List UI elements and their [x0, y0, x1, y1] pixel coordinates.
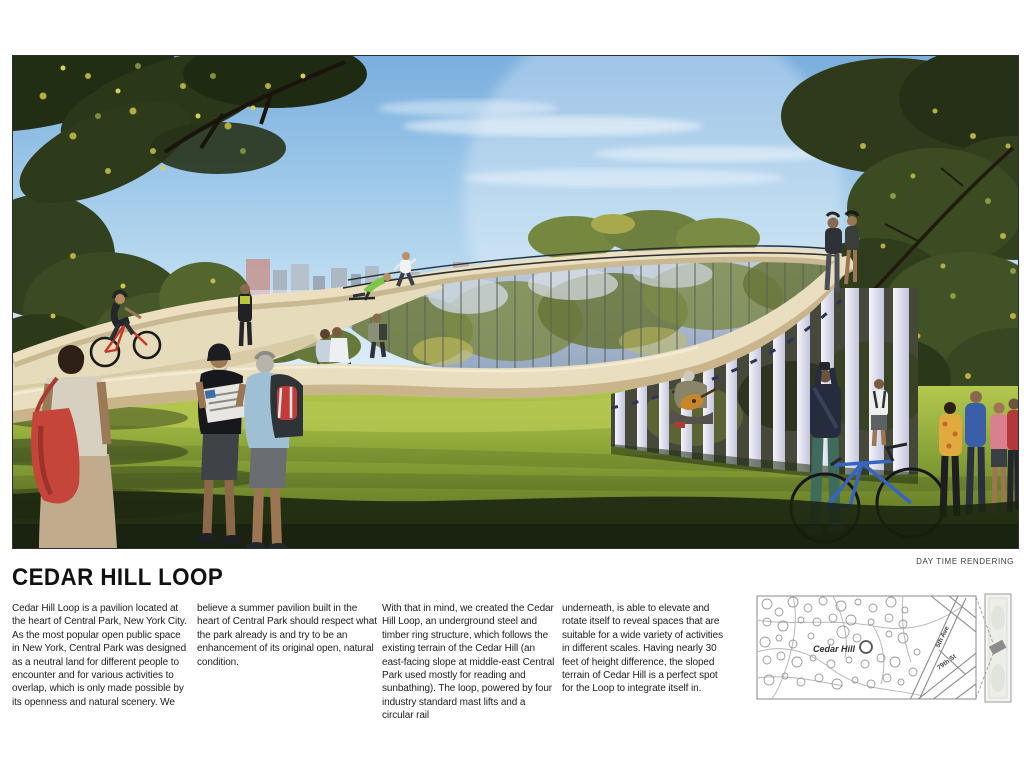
overview-strip — [976, 594, 1011, 702]
body-column-2: believe a summer pavilion built in the heart of Central Park should respect what the park already is and try to be an enhancement of its original open, natural condition. — [197, 603, 377, 668]
body-column-1: Cedar Hill Loop is a pavilion located at the heart of Central Park, New York City. As the most popular open public space in New York, Central Park was designed as a neutral land for different people to encounter and for various activities to overlap, which is only made possible by its openness and natural scenery. We — [12, 603, 187, 708]
render-caption: DAY TIME RENDERING — [916, 557, 1014, 566]
street-label-79th-st: 79th St — [936, 653, 958, 672]
location-map — [753, 592, 1015, 704]
body-column-3: With that in mind, we created the Cedar Hill Loop, an underground steel and timber ring structure, which follows the existing terrain of the Cedar Hill (an east-facing slope at middle-east Central Park used mostly for reading and sunbathing). The loop, powered by four industry standard mast lifts and a circular rail — [382, 603, 555, 722]
map-svg — [753, 592, 1015, 704]
render-image — [12, 55, 1019, 549]
vignette — [13, 524, 1018, 548]
body-column-4: underneath, is able to elevate and rotate itself to reveal spaces that are suitable for a wide variety of activities in different scales. Having nearly 30 feet of height difference, the sloped terrain of Cedar Hill is a perfect spot for the Loop to integrate itself in. — [562, 603, 723, 695]
map-area-label: Cedar Hill — [813, 644, 856, 654]
page-title: CEDAR HILL LOOP — [12, 564, 224, 591]
render-svg — [13, 56, 1018, 548]
street-label-5th-ave: 5th Ave — [934, 625, 951, 649]
